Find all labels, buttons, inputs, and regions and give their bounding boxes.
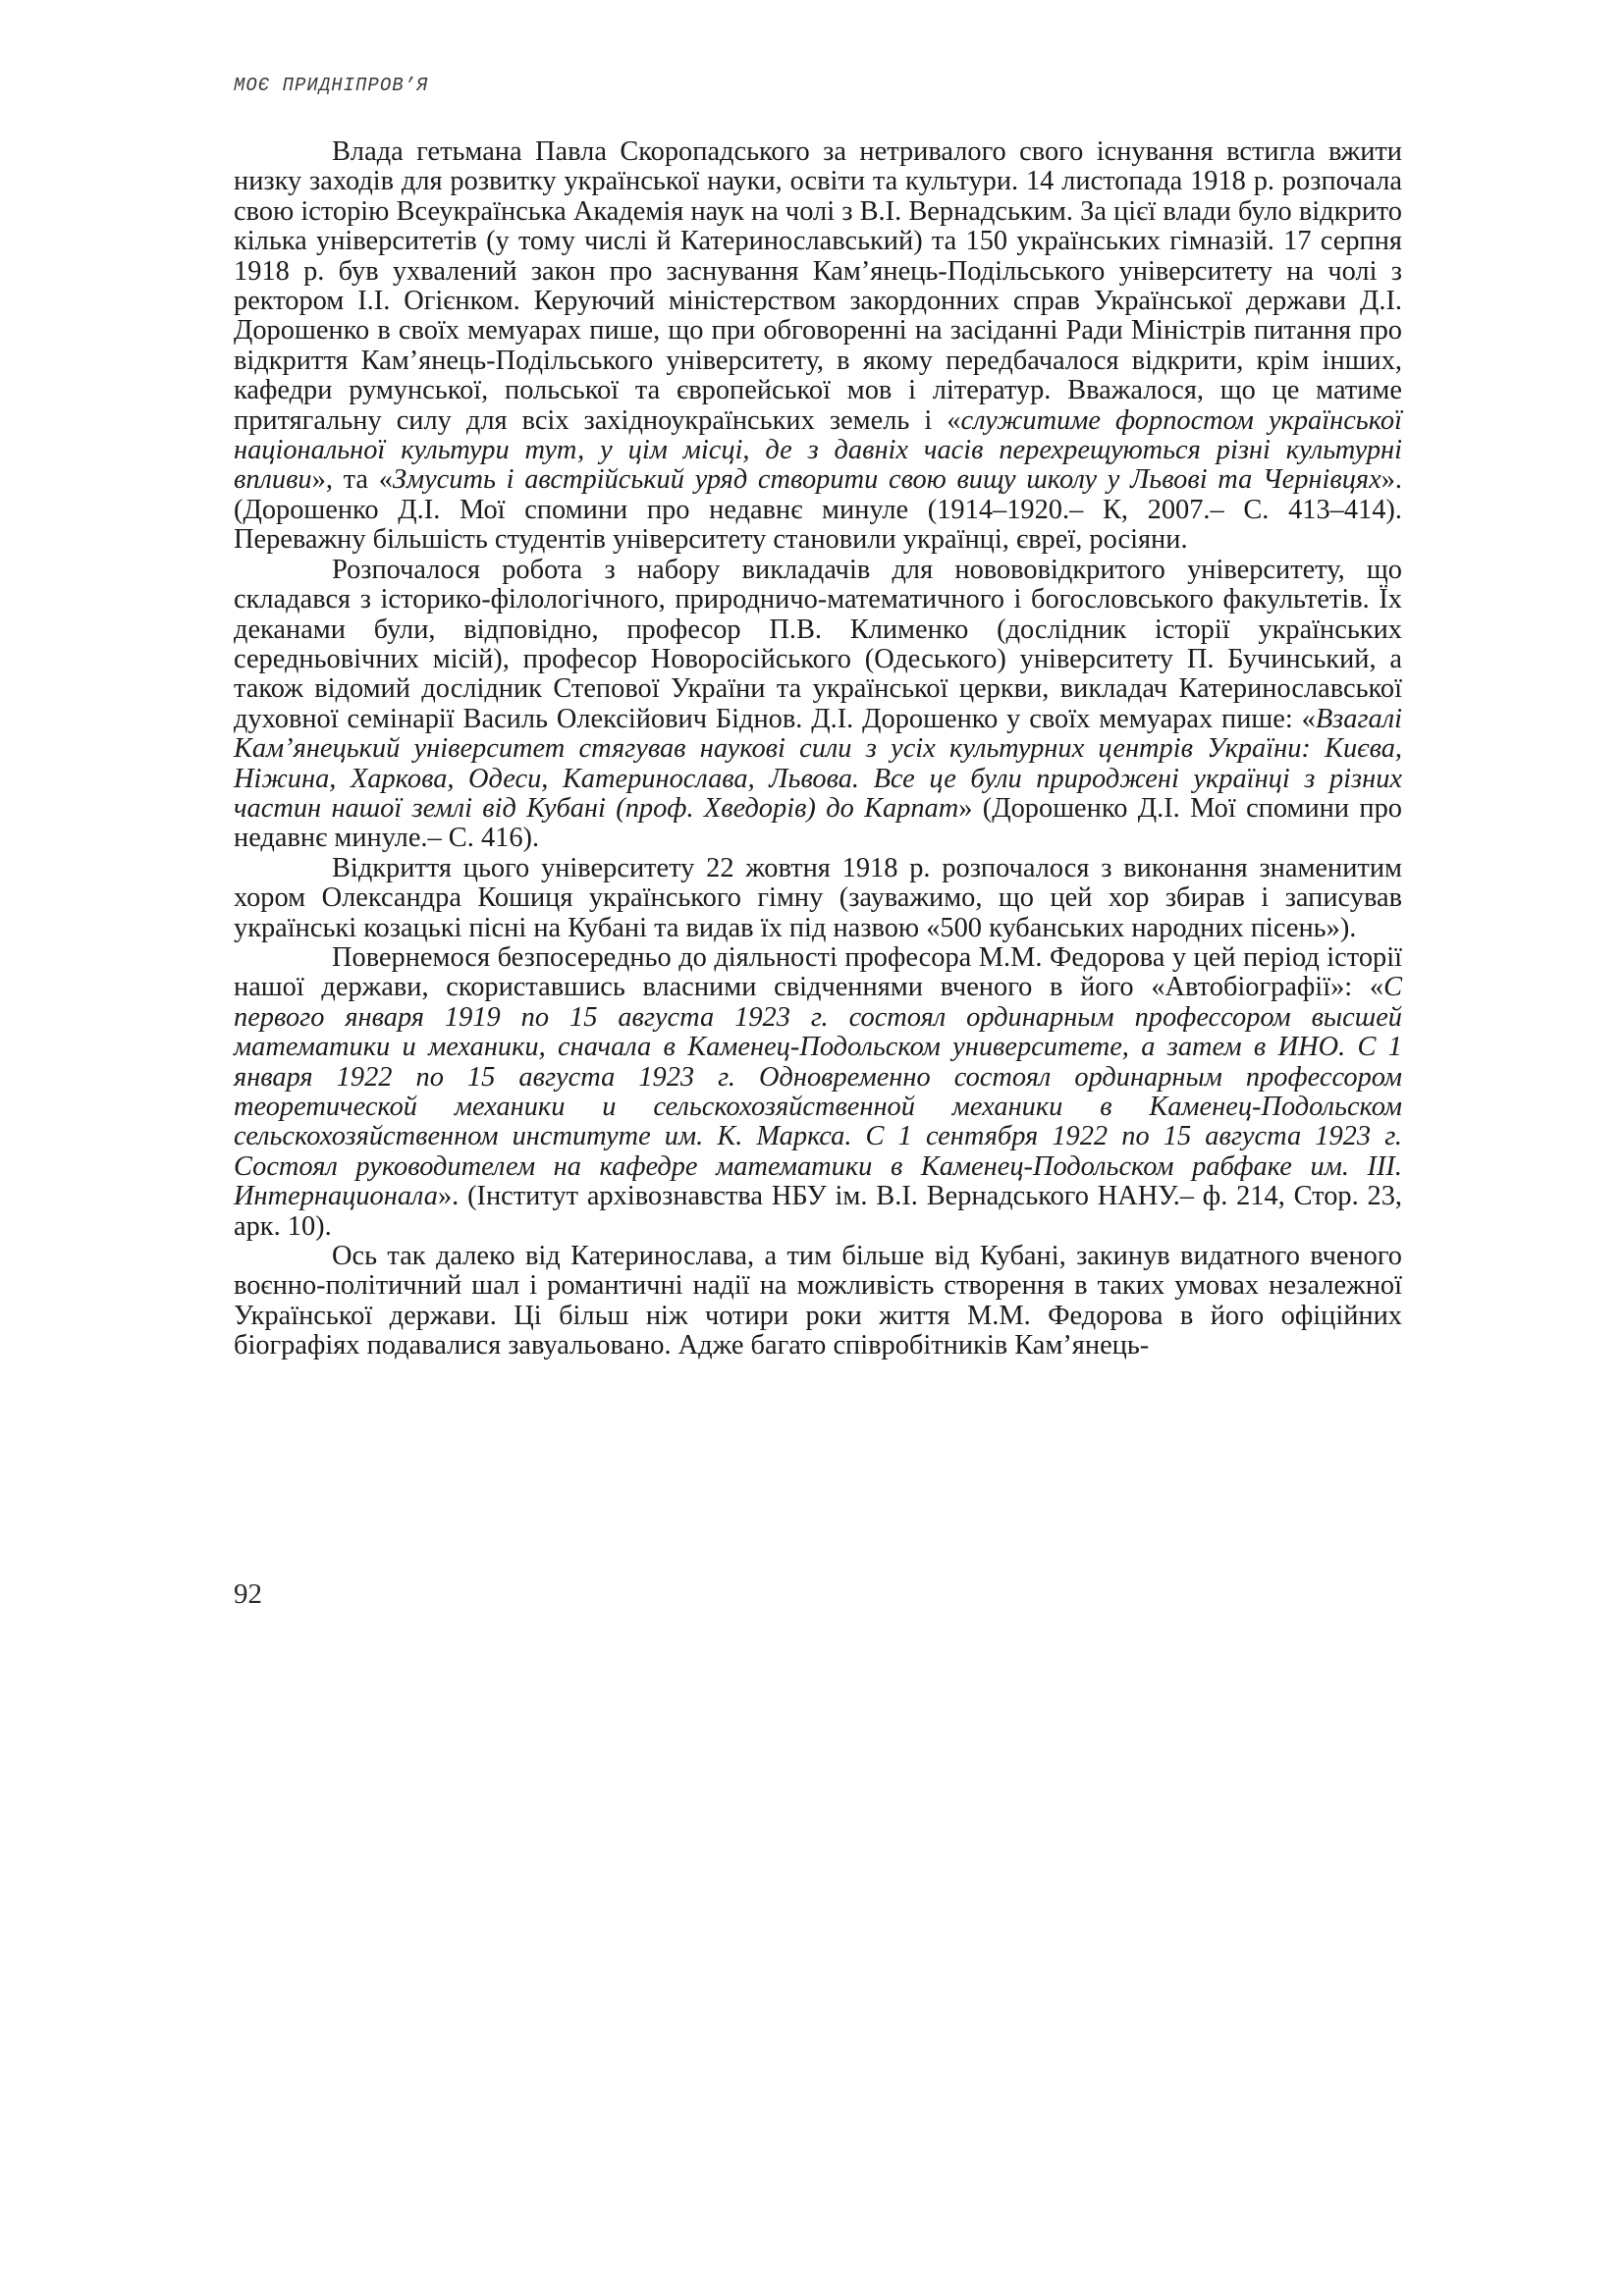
text-run: Ось так далеко від Катеринослава, а тим більше від Кубані, закинув видатного вченого воєнно-політичний шал і романтичні надії на можливість створення в таких умовах незалежної Української держави. Ці більш ніж чотири роки життя М.М. Федорова в його офіційних біографіях подавалися завуальовано. Адже багато співробітників Кам’янець-: [234, 1241, 1402, 1362]
paragraph: [234, 943, 1402, 1242]
text-run: » (Дорошенко Д.І. Мої спомини про недавнє минуле.– С. 416).: [234, 792, 1402, 854]
quote-italic: служитиме форпостом української національної культури тут, у цім місці, де з давніх часів перехрещуються різні культурні впливи: [234, 404, 1402, 496]
paragraph: [234, 1242, 1402, 1362]
quote-italic: Змусить і австрійський уряд створити свою вищу школу у Львові та Чернівцях: [392, 464, 1381, 496]
text-run: Відкриття цього університету 22 жовтня 1918 р. розпочалося з виконання знаменитим хором Олександра Кошиця українського гімну (зауважимо, що цей хор збирав і записував українські козацькі пісні на Кубані та видав їх під назвою «500 кубанських народних пісень»).: [234, 852, 1402, 943]
paragraph: [234, 137, 1402, 556]
text-run: Влада гетьмана Павла Скоропадського за нетривалого свого існування встигла вжити низку заходів для розвитку української науки, освіти та культури. 14 листопада 1918 р. розпочала свою історію Всеукраїнська Академія наук на чолі з В.І. Вернадським. За цієї влади було відкрито кілька університетів (у тому числі й Катеринославський) та 150 українських гімназій. 17 серпня 1918 р. був ухвалений закон про заснування Кам’янець-Подільського університету на чолі з ректором І.І. Огієнком. Керуючий міністерством закордонних справ Української держави Д.І. Дорошенко в своїх мемуарах пише, що при обговоренні на засіданні Ради Міністрів питання про відкриття Кам’янець-Подільського університету, в якому передбачалося відкрити, крім інших, кафедри румунської, польської та європейської мов і літератур. Вважалося, що це матиме притягальну силу для всіх західноукраїнських земель і «: [234, 136, 1402, 436]
body-text: [234, 137, 1402, 1362]
text-run: Повернемося безпосередньо до діяльності професора М.М. Федорова у цей період історії нашої держави, скориставшись власними свідченнями вченого в його «Автобіографії»: «: [234, 941, 1402, 1003]
paragraph: [234, 854, 1402, 943]
text-run: ». (Дорошенко Д.І. Мої спомини про недавнє минуле (1914–1920.– К, 2007.– С. 413–414). Переважну більшість студентів університету становили українці, євреї, росіяни.: [234, 464, 1402, 556]
text-run: ». (Інститут архівознавства НБУ ім. В.І. Вернадського НАНУ.– ф. 214, Стор. 23, арк. 10).: [234, 1181, 1402, 1242]
text-run: Розпочалося робота з набору викладачів для новововідкритого університету, що складався з історико-філологічного, природничо-математичного і богословського факультетів. Їх деканами були, відповідно, професор П.В. Клименко (дослідник історії українських середньовічних місій), професор Новоросійського (Одеського) університету П. Бучинський, а також відомий дослідник Степової України та української церкви, викладач Катеринославської духовної семінарії Василь Олексійович Біднов. Д.І. Дорошенко у своїх мемуарах пише: «: [234, 554, 1402, 734]
text-run: », та «: [311, 464, 393, 496]
quote-italic: С первого января 1919 по 15 августа 1923 г. состоял ординарным профессором высшей математики и механики, сначала в Каменец-Подольском университете, а затем в ИНО. С 1 января 1922 по 15 августа 1923 г. Одновременно состоял ординарным профессором теоретической механики и сельскохозяйственной механики в Каменец-Подольском сельскохозяйственном институте им. К. Маркса. С 1 сентября 1922 по 15 августа 1923 г. Состоял руководителем на кафедре математики в Каменец-Подольском рабфаке им. III. Интернационала: [234, 972, 1402, 1212]
paragraph: [234, 556, 1402, 854]
page-number: 92: [234, 1578, 262, 1610]
quote-italic: Взагалі Кам’янецький університет стягував наукові сили з усіх культурних центрів України: Києва, Ніжина, Харкова, Одеси, Катеринослава, Львова. Все це були природжені українці з різних частин нашої землі від Кубані (проф. Хведорів) до Карпат: [234, 703, 1402, 824]
running-header: МОЄ ПРИДНІПРОВ’Я: [234, 75, 429, 96]
